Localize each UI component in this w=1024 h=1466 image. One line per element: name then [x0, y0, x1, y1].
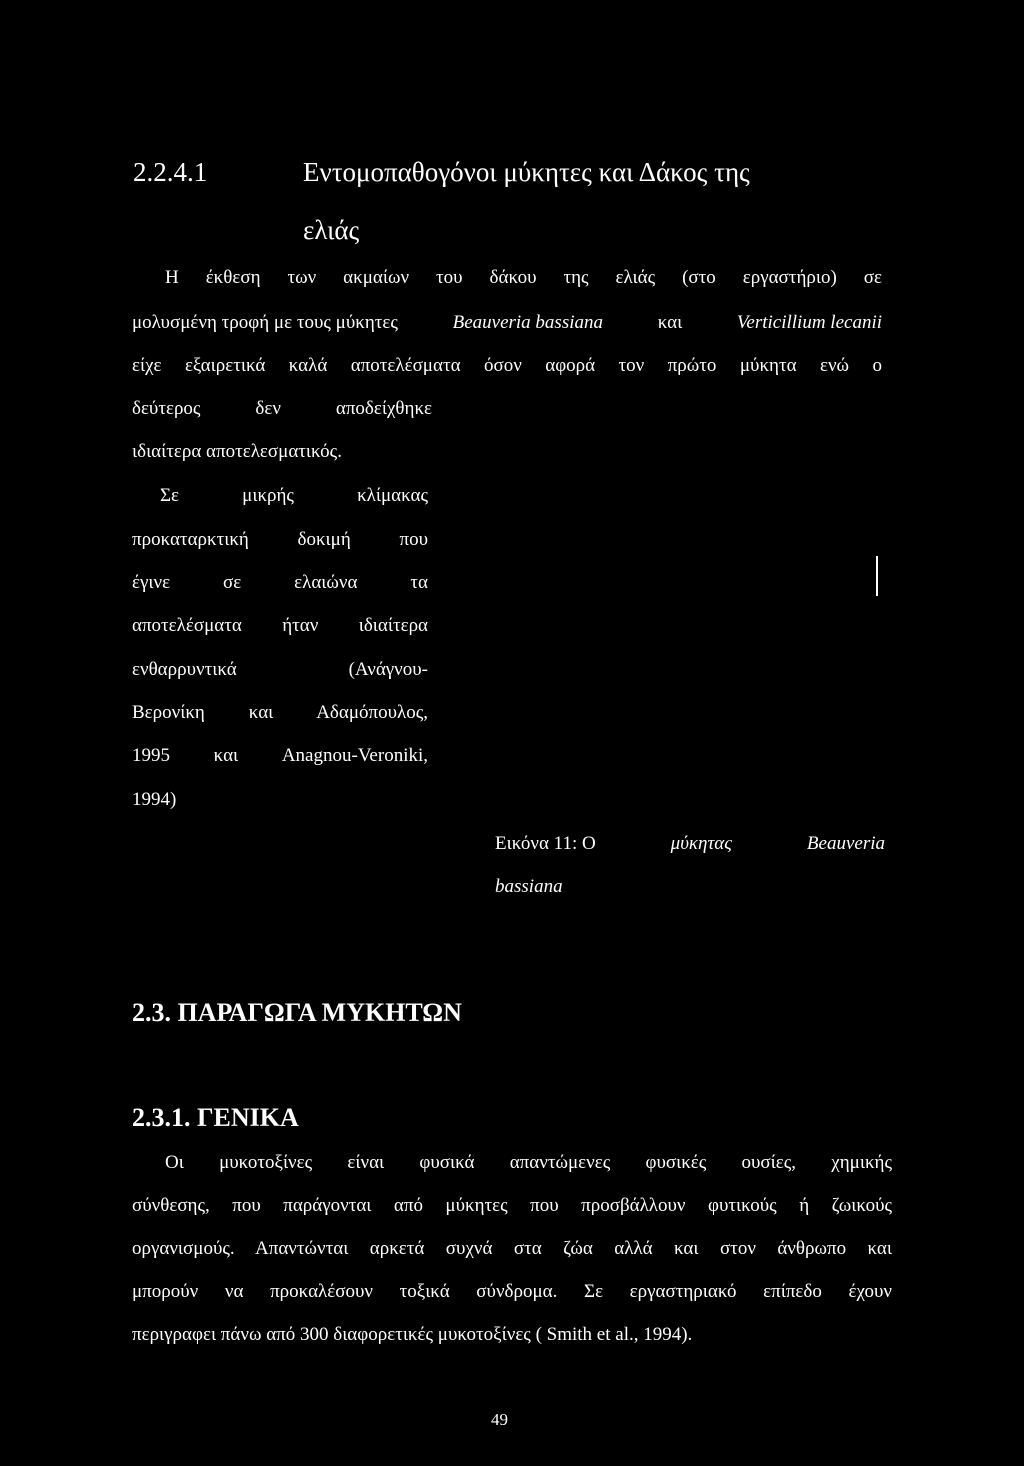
column-line: αποτελέσματα ήταν ιδιαίτερα [132, 615, 428, 636]
figure-caption-species-line2: bassiana [495, 876, 563, 897]
column-line: ενθαρρυντικά (Ανάγνου- [132, 659, 428, 680]
intro-line-2-and: και [657, 312, 683, 333]
intro-line-5: ιδιαίτερα αποτελεσματικός. [132, 441, 342, 462]
section-title-line1: Εντομοπαθογόνοι μύκητες και Δάκος της [303, 157, 750, 187]
column-line: έγινε σε ελαιώνα τα [132, 572, 428, 593]
page-number: 49 [491, 1410, 508, 1429]
body-line-4: μπορούν να προκαλέσουν τοξικά σύνδρομα. Σε εργαστηριακό επίπεδο έχουν [132, 1281, 892, 1302]
figure-caption-label: Εικόνα 11: Ο [495, 833, 596, 854]
figure-caption-species: Beauveria [806, 833, 885, 854]
figure-edge-mark [876, 556, 878, 596]
body-line-1: Οι μυκοτοξίνες είναι φυσικά απαντώμενες φυσικές ουσίες, χημικής [165, 1152, 892, 1173]
column-line: Σε μικρής κλίμακας [160, 485, 428, 506]
figure-caption [495, 834, 885, 853]
intro-line-2-text: μολυσμένη τροφή με τους μύκητες [132, 312, 398, 333]
column-line: 1995 και Anagnou-Veroniki, [132, 745, 428, 766]
column-line: Βερονίκη και Αδαμόπουλος, [132, 702, 428, 723]
figure-caption-italic: μύκητας [670, 833, 732, 854]
column-line: προκαταρκτική δοκιμή που [132, 529, 428, 550]
intro-line-4: δεύτερος δεν αποδείχθηκε [132, 398, 432, 419]
species-beauveria: Beauveria bassiana [452, 312, 603, 333]
section-title-line2: ελιάς [303, 215, 360, 245]
section-heading-2-3-1: 2.3.1. ΓΕΝΙΚΑ [132, 1103, 299, 1132]
section-heading-2-3: 2.3. ΠΑΡΑΓΩΓΑ ΜΥΚΗΤΩΝ [132, 998, 462, 1027]
species-verticillium: Verticillium lecanii [736, 312, 882, 333]
body-line-5: περιγραφει πάνω από 300 διαφορετικές μυκοτοξίνες ( Smith et al., 1994). [132, 1324, 693, 1345]
column-line: 1994) [132, 789, 177, 810]
body-line-2: σύνθεσης, που παράγονται από μύκητες που προσβάλλουν φυτικούς ή ζωικούς [132, 1195, 892, 1216]
intro-line-1: Η έκθεση των ακμαίων του δάκου της ελιάς (στο εργαστήριο) σε [165, 267, 882, 288]
body-line-3: οργανισμούς. Απαντώνται αρκετά συχνά στα ζώα αλλά και στον άνθρωπο και [132, 1238, 892, 1259]
section-number: 2.2.4.1 [133, 157, 208, 187]
intro-line-3: είχε εξαιρετικά καλά αποτελέσματα όσον αφορά τον πρώτο μύκητα ενώ ο [132, 355, 882, 376]
intro-line-2 [132, 313, 882, 332]
